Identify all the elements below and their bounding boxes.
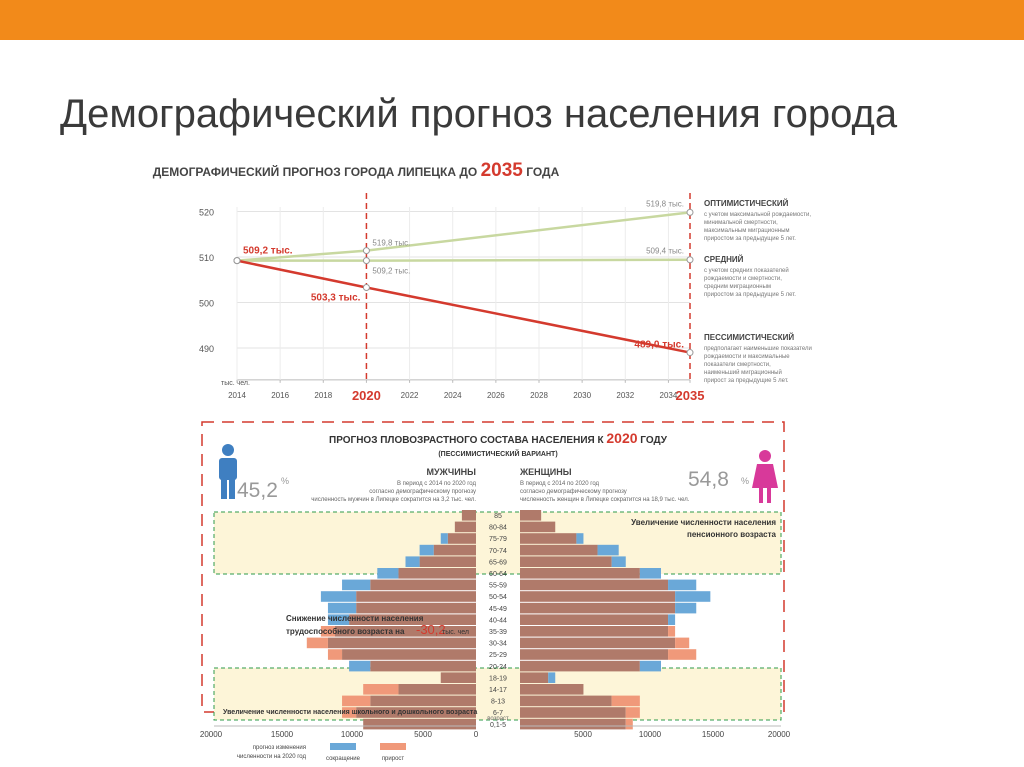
age-group-label: 80-84	[489, 524, 507, 532]
men-change-bar	[342, 580, 370, 591]
series-line	[237, 212, 690, 260]
legend-entry-title: СРЕДНИЙ	[704, 255, 744, 264]
women-bar	[520, 545, 598, 556]
men-change-bar	[307, 638, 328, 649]
pyramid-x-tick-label: 20000	[767, 730, 791, 739]
age-group-label: 40-44	[489, 617, 507, 625]
pyramid-x-tick-label: 15000	[270, 730, 294, 739]
women-bar	[520, 556, 612, 567]
women-bar	[520, 614, 668, 625]
legend-entry-title: ОПТИМИСТИЧЕСКИЙ	[704, 199, 789, 208]
working-annotation-value: -30,2	[416, 622, 446, 637]
pension-annotation: пенсионного возраста	[687, 530, 776, 539]
pyramid-title: ПРОГНОЗ ПЛОВОЗРАСТНОГО СОСТАВА НАСЕЛЕНИЯ К 2020 ГОДУ	[329, 430, 667, 446]
series-point	[363, 248, 369, 254]
x-tick-label: 2028	[530, 391, 548, 400]
men-bar	[370, 580, 476, 591]
women-bar	[520, 522, 555, 533]
pyramid-legend-label: численности на 2020 год	[236, 754, 306, 760]
legend-entry-description: с учетом максимальной рождаемости,	[704, 212, 812, 218]
women-note-line: согласно демографическому прогнозу	[520, 489, 627, 495]
legend-entry-description: предполагает наименьшие показатели	[704, 346, 812, 352]
men-change-bar	[349, 661, 370, 672]
men-bar	[363, 719, 476, 730]
y-tick-label: 500	[198, 298, 214, 309]
men-change-bar	[342, 696, 370, 707]
series-data-label: 519,8 тыс.	[372, 238, 411, 248]
age-group-label: 55-59	[489, 582, 507, 590]
women-column-title: ЖЕНЩИНЫ	[520, 467, 572, 477]
age-group-label: 8-13	[490, 698, 506, 706]
age-group-label: 70-74	[489, 547, 507, 555]
legend-entry-description: прирост за предыдущие 5 лет.	[704, 378, 789, 384]
school-annotation: Увеличение численности населения школьного и дошкольного возраста	[223, 709, 478, 716]
series-data-label: 489,0 тыс.	[634, 339, 684, 351]
series-line	[237, 260, 690, 261]
pyramid-x-tick-label: 0	[473, 730, 479, 739]
women-bar	[520, 719, 626, 730]
x-tick-label: 2032	[616, 391, 635, 400]
women-bar	[520, 603, 675, 614]
women-change-bar	[640, 568, 661, 579]
men-change-bar	[328, 649, 342, 660]
age-group-label: 20-24	[489, 663, 507, 671]
pyramid-x-tick-label: 20000	[199, 730, 223, 739]
x-tick-label: 2030	[573, 391, 592, 400]
y-tick-label: 510	[198, 253, 214, 263]
male-icon-leg	[221, 479, 227, 499]
slide-title: Демографический прогноз населения города	[60, 92, 898, 136]
women-change-bar	[668, 614, 675, 625]
series-point	[363, 258, 369, 264]
age-group-label: 35-39	[489, 629, 507, 636]
legend-decrease-label: сокращение	[326, 756, 360, 762]
women-change-bar	[668, 626, 675, 637]
women-bar	[520, 649, 668, 660]
women-note-line: В период с 2014 по 2020 год	[520, 481, 600, 487]
working-annotation: трудоспособного возраста на	[286, 627, 405, 636]
series-data-label: 509,4 тыс.	[646, 246, 684, 256]
legend-increase-label: прирост	[381, 756, 405, 762]
women-bar	[520, 638, 675, 649]
x-tick-label: 2016	[271, 391, 290, 400]
women-change-bar	[675, 603, 696, 614]
men-column-title: МУЖЧИНЫ	[426, 467, 476, 477]
x-tick-label: 2014	[228, 391, 246, 400]
series-line	[237, 261, 690, 353]
line-chart-title: ДЕМОГРАФИЧЕСКИЙ ПРОГНОЗ ГОРОДА ЛИПЕЦКА ДО 2035 ГОДА	[152, 160, 560, 181]
women-bar	[520, 696, 612, 707]
women-note-line: численность женщин в Липецке сократится на 18,9 тыс. чел.	[520, 497, 690, 503]
age-axis-label: возраст	[487, 716, 509, 722]
legend-swatch-decrease	[330, 743, 356, 750]
series-point	[687, 350, 693, 356]
men-bar	[328, 638, 476, 649]
men-change-bar	[420, 545, 434, 556]
female-share-percent: %	[741, 476, 750, 486]
women-bar	[520, 591, 675, 602]
men-change-bar	[328, 603, 356, 614]
men-bar	[420, 556, 476, 567]
men-change-bar	[441, 533, 448, 544]
legend-entry-description: приростом за предыдущие 5 лет.	[704, 236, 796, 242]
age-group-label: 50-54	[489, 594, 507, 602]
pyramid-x-tick-label: 10000	[340, 730, 364, 739]
men-bar	[462, 510, 476, 521]
pyramid-x-tick-label: 5000	[574, 730, 592, 739]
women-change-bar	[675, 591, 710, 602]
women-change-bar	[626, 719, 633, 730]
men-bar	[441, 672, 476, 683]
women-bar	[520, 684, 583, 695]
series-point	[363, 284, 369, 290]
women-bar	[520, 661, 640, 672]
legend-entry-description: с учетом средних показателей	[704, 268, 789, 274]
women-change-bar	[612, 696, 640, 707]
x-tick-label: 2034	[659, 391, 678, 400]
legend-entry-description: показатели смертности,	[704, 362, 771, 368]
women-change-bar	[576, 533, 583, 544]
x-tick-label: 2024	[443, 391, 462, 400]
men-bar	[448, 533, 476, 544]
pyramid-x-tick-label: 5000	[414, 730, 432, 739]
men-change-bar	[363, 684, 398, 695]
x-tick-label: 2026	[486, 391, 505, 400]
men-change-bar	[321, 591, 356, 602]
female-icon	[759, 450, 771, 462]
women-bar	[520, 510, 541, 521]
male-share-value: 45,2	[237, 479, 278, 502]
y-tick-label: 520	[198, 207, 214, 218]
women-change-bar	[668, 580, 696, 591]
series-data-label: 509,2 тыс.	[243, 245, 293, 257]
legend-entry-description: средним миграционным	[704, 284, 772, 290]
women-bar	[520, 533, 576, 544]
series-data-label: 503,3 тыс.	[310, 292, 361, 304]
series-data-label: 509,2 тыс.	[372, 266, 411, 276]
male-icon	[222, 444, 234, 456]
age-group-label: 14-17	[489, 687, 507, 694]
male-share-percent: %	[281, 476, 290, 486]
women-change-bar	[548, 672, 555, 683]
age-group-label: 25-29	[489, 652, 507, 660]
working-annotation: Снижение численности населения	[286, 614, 424, 623]
pyramid-legend-label: прогноз изменения	[252, 745, 306, 751]
age-group-label: 65-69	[489, 559, 507, 567]
women-bar	[520, 626, 668, 637]
legend-entry-title: ПЕССИМИСТИЧЕСКИЙ	[704, 333, 795, 342]
women-change-bar	[640, 661, 661, 672]
men-note-line: численность мужчин в Липецке сократится на 3,2 тыс. чел.	[311, 497, 476, 503]
y-tick-label: 490	[198, 344, 214, 354]
age-group-label: 30-34	[489, 640, 507, 648]
women-bar	[520, 707, 626, 718]
age-group-label: 75-79	[489, 536, 507, 544]
legend-entry-description: приростом за предыдущие 5 лет.	[704, 292, 796, 298]
men-bar	[434, 545, 476, 556]
men-note-line: согласно демографическому прогнозу	[369, 489, 476, 495]
men-bar	[356, 603, 476, 614]
female-icon-leg	[767, 487, 771, 503]
series-point	[687, 209, 693, 215]
men-change-bar	[377, 568, 398, 579]
x-tick-label: 2018	[314, 391, 333, 400]
age-group-label: 85	[494, 513, 502, 520]
y-axis-unit-label: тыс. чел.	[221, 380, 250, 387]
men-bar	[342, 649, 476, 660]
women-bar	[520, 672, 548, 683]
age-group-label: 6-7	[492, 710, 504, 718]
series-data-label: 519,8 тыс.	[646, 199, 684, 209]
legend-entry-description: максимальным миграционным	[704, 228, 790, 234]
female-icon-dress	[752, 464, 778, 488]
male-icon-leg	[229, 479, 235, 499]
pyramid-x-tick-label: 15000	[701, 730, 725, 739]
men-change-bar	[406, 556, 420, 567]
series-point	[234, 258, 240, 264]
women-change-bar	[675, 638, 689, 649]
legend-entry-description: рождаемости и максимальные	[704, 354, 790, 360]
series-point	[687, 257, 693, 263]
women-change-bar	[626, 707, 640, 718]
pension-annotation: Увеличение численности населения	[631, 518, 776, 527]
age-group-label: 60-64	[489, 571, 507, 578]
age-group-label: 18-19	[489, 675, 507, 683]
age-group-label: 45-49	[489, 605, 507, 613]
men-bar	[398, 568, 476, 579]
legend-entry-description: минимальной смертности,	[704, 220, 778, 226]
female-icon-leg	[759, 487, 763, 503]
men-bar	[370, 696, 476, 707]
male-icon-body	[219, 458, 237, 480]
pyramid-subtitle: (ПЕССИМИСТИЧЕСКИЙ ВАРИАНТ)	[438, 451, 558, 458]
men-bar	[370, 661, 476, 672]
pyramid-x-tick-label: 10000	[638, 730, 662, 739]
x-tick-label: 2020	[351, 388, 381, 403]
x-tick-label: 2022	[400, 391, 419, 400]
legend-entry-description: наименьший миграционный	[704, 370, 782, 376]
men-note-line: В период с 2014 по 2020 год	[396, 481, 476, 487]
age-group-label: 0,1-5	[490, 721, 506, 729]
women-bar	[520, 580, 668, 591]
legend-entry-description: рождаемости и смертности,	[704, 276, 782, 282]
women-change-bar	[612, 556, 626, 567]
x-tick-label: 2035	[675, 388, 705, 403]
female-share-value: 54,8	[688, 468, 729, 491]
men-bar	[455, 522, 476, 533]
working-annotation-unit: тыс. чел	[442, 629, 470, 636]
women-change-bar	[598, 545, 619, 556]
legend-swatch-increase	[380, 743, 406, 750]
men-bar	[398, 684, 476, 695]
men-bar	[356, 591, 476, 602]
women-change-bar	[668, 649, 696, 660]
women-bar	[520, 568, 640, 579]
